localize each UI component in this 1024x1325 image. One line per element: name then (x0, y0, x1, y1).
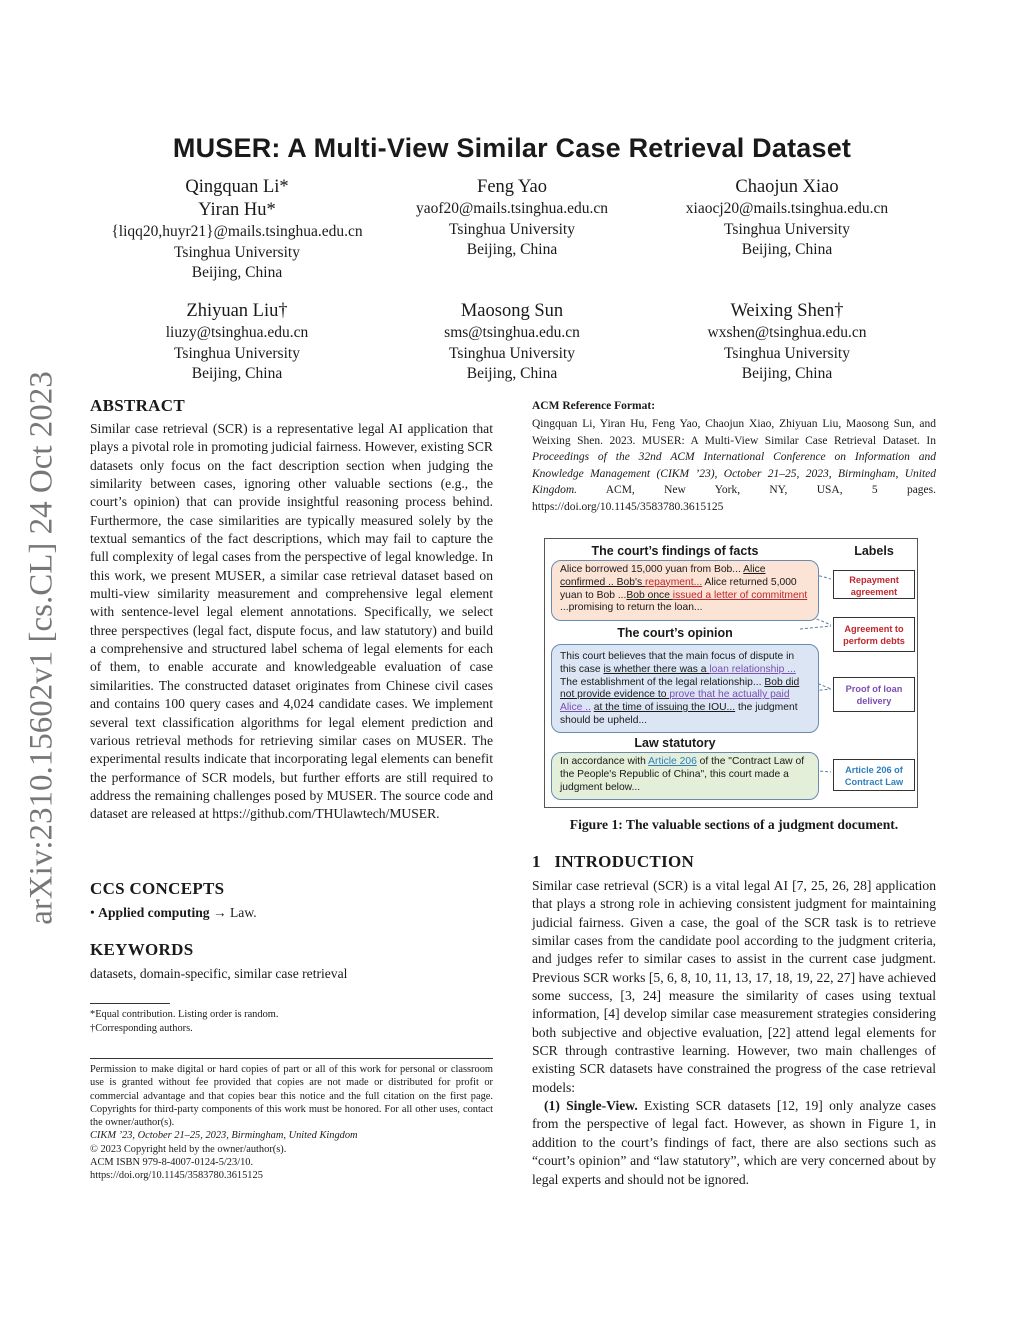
acm-ref-heading: ACM Reference Format: (532, 400, 656, 412)
ccs-target: Law (230, 905, 254, 920)
paragraph-lead: (1) Single-View. (544, 1098, 638, 1114)
author-block (87, 300, 387, 385)
author-name: Zhiyuan Liu† (186, 301, 288, 321)
fact-text: ...promising to return the loan... (560, 602, 703, 614)
figure-heading-facts: The court’s findings of facts (591, 544, 759, 558)
author-block (637, 176, 937, 261)
label-agreement-to-perform-debts: Agreement to perform debts (833, 617, 915, 652)
author-location: Beijing, China (191, 365, 283, 382)
ccs-heading: CCS CONCEPTS (90, 879, 225, 898)
author-affiliation: Tsinghua University (724, 344, 850, 362)
facts-box (551, 560, 819, 621)
author-name: Maosong Sun (460, 301, 564, 321)
footnote: *Equal contribution. Listing order is random. (90, 1009, 279, 1020)
keywords-heading: KEYWORDS (90, 940, 194, 959)
author-block (362, 176, 662, 261)
copyright: © 2023 Copyright held by the owner/author(s). (90, 1143, 287, 1155)
author-affiliation: Tsinghua University (449, 220, 575, 238)
permission-rule (90, 1058, 493, 1059)
author-block (362, 300, 662, 385)
section-number: 1 (532, 852, 541, 871)
doi-link[interactable]: https://doi.org/10.1145/3583780.3615125 (90, 1170, 263, 1182)
ccs-concept: • Applied computing → Law. (90, 905, 257, 920)
abstract-heading: ABSTRACT (90, 396, 185, 415)
law-text: In accordance with (560, 756, 649, 767)
author-location: Beijing, China (741, 365, 833, 382)
author-affiliation: Tsinghua University (449, 344, 575, 362)
permission-text: Permission to make digital or hard copies of part or all of this work for personal or classroom use is granted without fee provided that copies are not made or distributed for profit or commercial advantage and that copies bear this notice and the full citation on the first page. Copyrights for third-party components of this work must be honored. For all other uses, contact the owner/author(s). (90, 1064, 493, 1129)
law-box (551, 752, 819, 800)
fact-text: Alice confirmed .. Bob's (560, 564, 766, 588)
author-email: sms@tsinghua.edu.cn (444, 324, 580, 341)
isbn: ACM ISBN 979-8-4007-0124-5/23/10. (90, 1157, 254, 1169)
author-name: Chaojun Xiao (735, 177, 839, 197)
fact-text: Alice returned 5,000 yuan to Bob ... (560, 576, 797, 601)
law-highlight: Article 206 (648, 756, 697, 767)
fact-text: Alice borrowed 15,000 yuan from Bob... (560, 564, 744, 575)
paper-title: MUSER: A Multi-View Similar Case Retrieval Dataset (172, 133, 852, 163)
fact-highlight: issued a letter of commitment (672, 589, 808, 601)
venue: CIKM ’23, October 21–25, 2023, Birmingham, United Kingdom (90, 1130, 358, 1142)
label-proof-of-loan-delivery: Proof of loan delivery (833, 677, 915, 712)
figure-heading-opinion: The court’s opinion (617, 626, 733, 640)
law-text: of the "Contract Law of the People's Republic of China", this court made a judgment below... (560, 756, 805, 793)
arxiv-stamp: arXiv:2310.15602v1 [cs.CL] 24 Oct 2023 (23, 371, 60, 925)
intro-heading (532, 852, 694, 872)
author-location: Beijing, China (741, 241, 833, 258)
author-block (87, 176, 387, 284)
footnote-rule (90, 1003, 170, 1004)
paragraph-text: Existing SCR datasets [12, 19] only analyze cases from the perspective of legal fact. However, as shown in Figure 1, in addition to the court’s findings of fact, there are also sections such as “court’s opinion” and “law statutory”, which are very concerned about by legal experts and should not be ignored. (532, 1098, 936, 1187)
acm-ref-tail: ACM, New York, NY, USA, 5 pages. https://doi.org/10.1145/3583780.3615125 (532, 484, 936, 513)
author-location: Beijing, China (466, 241, 558, 258)
opinion-text: Bob did not provide evidence to (560, 676, 800, 701)
figure-caption: Figure 1: The valuable sections of a judgment document. (569, 817, 899, 832)
author-affiliation: Tsinghua University (724, 220, 850, 238)
author-email: {liqq20,huyr21}@mails.tsinghua.edu.cn (111, 223, 363, 240)
author-affiliation: Tsinghua University (174, 344, 300, 362)
acm-ref-text (532, 416, 936, 516)
author-affiliation: Tsinghua University (174, 243, 300, 261)
permission-block (90, 1063, 493, 1183)
opinion-highlight: loan relationship ... (709, 663, 796, 675)
author-name: Feng Yao (477, 177, 547, 197)
author-name: Yiran Hu* (198, 200, 276, 220)
label-article-206: Article 206 of Contract Law (833, 759, 915, 791)
author-email: yaof20@mails.tsinghua.edu.cn (415, 200, 609, 217)
author-name: Weixing Shen† (730, 301, 844, 321)
opinion-text: the judgment should be upheld... (560, 702, 798, 726)
opinion-text: is whether there was a (603, 663, 710, 675)
fact-text: Bob once (626, 589, 673, 601)
intro-body (532, 877, 936, 1189)
abstract-text: Similar case retrieval (SCR) is a representative legal AI application that plays a pivotal role in promoting judicial fairness. However, existing SCR datasets only focus on the fact description section when judging the similarity between cases, ignoring other valuable sections (e.g., the court’s opinion) that can provide insightful reasoning process behind. Furthermore, the case similarities are typically measured solely by the textual semantics of the fact descriptions, which may fail to capture the full complexity of legal cases from the perspective of legal knowledge. In this work, we present MUSER, a similar case retrieval dataset based on multi-view similarity measurement and comprehensive legal element with sentence-level legal element annotations. Specifically, we select three perspectives (legal fact, dispute focus, and law statutory) and build a comprehensive and structured label schema of legal elements for each of them, to enable accurate and knowledgeable evaluation of case similarities. The constructed dataset originates from Chinese civil cases and contains 100 query cases and 4,024 candidate cases. We implement several text classification algorithms for legal element prediction and various retrieval methods for retrieving similar cases on MUSER. The experimental results indicate that incorporating legal elements can benefit the performance of SCR models, but further efforts are still required to address the remaining challenges posed by MUSER. The source code and dataset are released at https://github.com/THUlawtech/MUSER. (90, 421, 493, 822)
figure-heading-labels: Labels (854, 544, 894, 558)
author-location: Beijing, China (466, 365, 558, 382)
footnote: †Corresponding authors. (90, 1023, 193, 1034)
ccs-item: Applied computing (98, 905, 210, 920)
acm-ref-authors: Qingquan Li, Yiran Hu, Feng Yao, Chaojun Xiao, Zhiyuan Liu, Maosong Sun, and Weixing Shen. 2023. MUSER: A Multi-View Similar Case Retrieval Dataset. In (532, 418, 936, 447)
opinion-highlight: prove that he actually paid Alice .. (560, 689, 790, 714)
fact-highlight: repayment... (644, 576, 703, 588)
intro-paragraph: Similar case retrieval (SCR) is a vital legal AI [7, 25, 26, 28] application that plays a strong role in achieving consistent judgment for maintaining judicial fairness. Given a case, the goal of the SCR task is to retrieve similar cases from the candidate pool according to the judgment criteria, and judges refer to similar cases to assist in the current case judgment. Previous SCR works [5, 6, 8, 10, 11, 13, 17, 18, 19, 22, 27] have achieved some success, [3, 24] measure the similarity of cases using textual information, [4] develop similar case measurement strategies considering both subjective and objective evaluation, [22] attend legal elements for SCR through contrastive learning. However, two main challenges of existing SCR datasets have constrained the progress of the case retrieval models: (532, 878, 936, 1095)
arrow-icon (800, 626, 831, 629)
section-title: INTRODUCTION (554, 852, 695, 871)
label-repayment-agreement: Repayment agreement (833, 570, 915, 599)
author-block (637, 300, 937, 385)
author-email: liuzy@tsinghua.edu.cn (165, 324, 309, 341)
opinion-text: The establishment of the legal relationship... (560, 676, 765, 688)
intro-paragraph (532, 1097, 936, 1189)
acm-ref-proceedings: Proceedings of the 32nd ACM International Conference on Information and Knowledge Management (CIKM ’23), October 21–25, 2023, Birmingham, United Kingdom. (532, 451, 936, 497)
keywords-text: datasets, domain-specific, similar case retrieval (90, 966, 348, 981)
author-email: xiaocj20@mails.tsinghua.edu.cn (685, 200, 889, 217)
opinion-text: at the time of issuing the IOU... (593, 702, 736, 714)
figure-1 (544, 538, 918, 808)
figure-heading-law: Law statutory (634, 736, 716, 750)
author-name: Qingquan Li* (185, 177, 289, 197)
author-location: Beijing, China (191, 264, 283, 281)
opinion-text: This court believes that the main focus of dispute in this case (560, 651, 795, 675)
author-email: wxshen@tsinghua.edu.cn (707, 324, 867, 341)
opinion-box (551, 644, 819, 733)
arrow-icon: → (213, 905, 227, 920)
